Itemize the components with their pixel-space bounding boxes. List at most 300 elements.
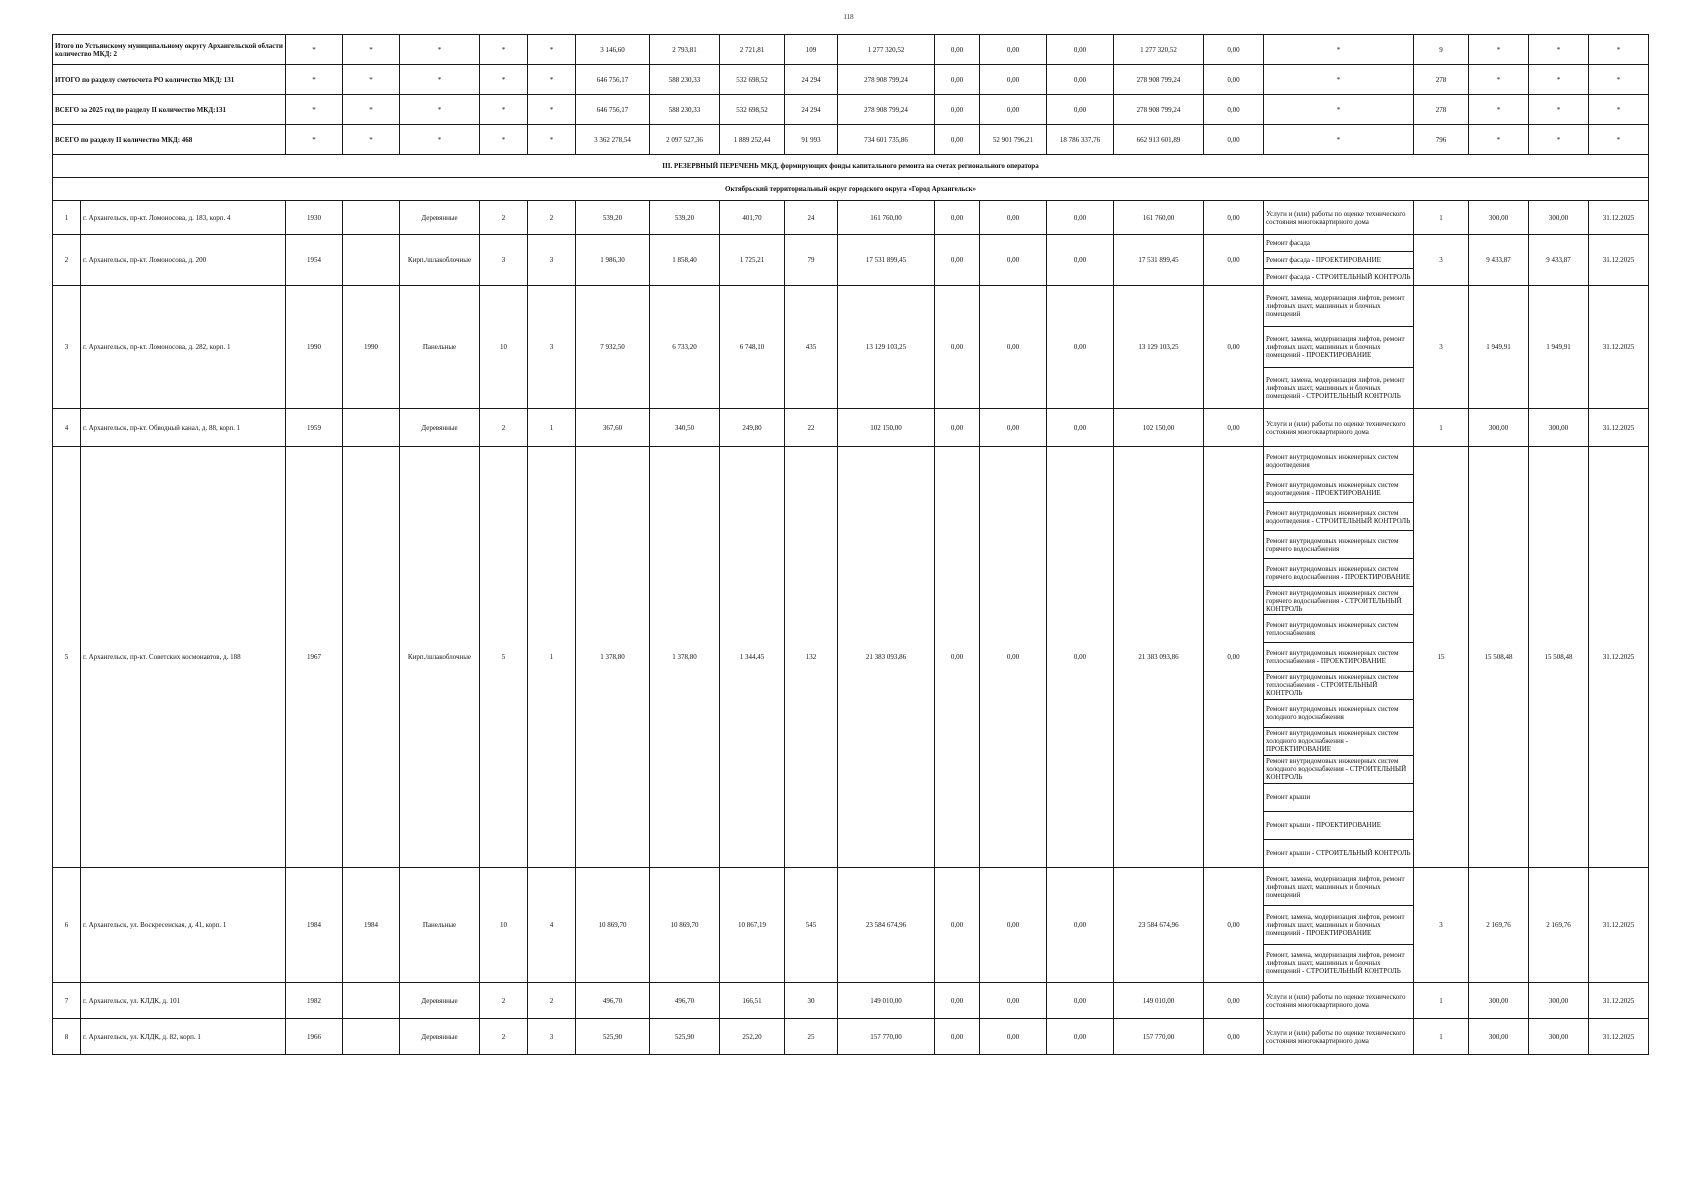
year-built-cell: 1990 [286,286,343,409]
summary-cell: * [480,35,528,65]
summary-cell: * [528,65,576,95]
section-title: III. РЕЗЕРВНЫЙ ПЕРЕЧЕНЬ МКД, формирующих фонды капитального ремонта на счетах регионального оператора [53,155,1649,178]
summary-cell: * [1469,95,1529,125]
summary-cell: * [343,65,400,95]
summary-cell: * [286,125,343,155]
summary-cell: 18 786 337,76 [1047,125,1114,155]
work-item: Ремонт, замена, модернизация лифтов, ремонт лифтовых шахт, машинных и блочных помещений - СТРОИТЕЛЬНЫЙ КОНТРОЛЬ [1266,376,1405,400]
units-cell: 1 [1414,1019,1469,1055]
summary-cell: 0,00 [935,95,980,125]
summary-row [53,65,1649,95]
owners-fund-cell: 17 531 899,45 [1114,235,1204,286]
work-item: Ремонт фасада - СТРОИТЕЛЬНЫЙ КОНТРОЛЬ [1266,273,1411,281]
table-row [53,1019,1649,1055]
year-built-cell: 1966 [286,1019,343,1055]
year-renovation-cell: 1990 [343,286,400,409]
summary-cell: 0,00 [1047,65,1114,95]
summary-cell: 588 230,33 [650,65,720,95]
unit-cost-cell: 300,00 [1469,1019,1529,1055]
floors-cell: 2 [480,409,528,447]
row-number: 3 [53,286,81,409]
district-title: Октябрьский территориальный округ городского округа «Город Архангельск» [53,178,1649,201]
total-cost-cell: 21 383 093,86 [838,447,935,868]
work-item: Ремонт, замена, модернизация лифтов, ремонт лифтовых шахт, машинных и блочных помещений - ПРОЕКТИРОВАНИЕ [1264,906,1413,944]
work-item: Ремонт внутридомовых инженерных систем холодного водоснабжения [1264,700,1413,728]
works-cell [1264,868,1414,983]
row-number: 8 [53,1019,81,1055]
works-list [1264,983,1413,1018]
work-item: Услуги и (или) работы по оценке технического состояния многоквартирного дома [1266,209,1406,226]
summary-cell: 278 908 799,24 [838,65,935,95]
work-item: Ремонт внутридомовых инженерных систем водоотведения - ПРОЕКТИРОВАНИЕ [1264,475,1413,503]
deadline-cell: 31.12.2025 [1589,409,1649,447]
works-list [1264,1019,1413,1054]
residential-area-cell: 496,70 [650,983,720,1019]
works-list [1264,447,1413,867]
residential-area-cell: 340,50 [650,409,720,447]
address-cell: г. Архангельск, пр-кт. Обводный канал, д. 88, корп. 1 [81,409,286,447]
work-item: Услуги и (или) работы по оценке технического состояния многоквартирного дома [1266,1028,1406,1045]
works-cell [1264,983,1414,1019]
works-cell [1264,201,1414,235]
summary-cell: 3 146,60 [576,35,650,65]
summary-cell: 2 793,81 [650,35,720,65]
works-cell [1264,409,1414,447]
max-cost-cell: 300,00 [1529,1019,1589,1055]
summary-cell: * [1469,35,1529,65]
table-row [53,235,1649,286]
entrances-cell: 3 [528,235,576,286]
summary-cell: 9 [1414,35,1469,65]
summary-cell: * [480,95,528,125]
summary-cell: 532 698,52 [720,65,785,95]
wall-material-cell: Кирп./шлакоблочные [400,447,480,868]
works-list [1264,235,1413,285]
municipal-fund-cell: 0,00 [1047,983,1114,1019]
total-area-cell: 539,20 [576,201,650,235]
total-cost-cell: 157 770,00 [838,1019,935,1055]
entrances-cell: 1 [528,409,576,447]
works-cell [1264,235,1414,286]
summary-cell: * [1529,125,1589,155]
summary-cell: 3 362 278,54 [576,125,650,155]
summary-cell: * [1529,95,1589,125]
summary-cell: 0,00 [1204,95,1264,125]
deadline-cell: 31.12.2025 [1589,983,1649,1019]
regional-fund-cell: 0,00 [980,201,1047,235]
summary-cell: * [400,95,480,125]
year-renovation-cell [343,983,400,1019]
summary-cell: 278 [1414,95,1469,125]
summary-cell: * [1469,125,1529,155]
year-built-cell: 1930 [286,201,343,235]
deadline-cell: 31.12.2025 [1589,447,1649,868]
deadline-cell: 31.12.2025 [1589,235,1649,286]
regional-fund-cell: 0,00 [980,286,1047,409]
summary-cell: 532 698,52 [720,95,785,125]
floors-cell: 2 [480,201,528,235]
works-list [1264,409,1413,446]
unit-cost-cell: 15 508,48 [1469,447,1529,868]
summary-label: ВСЕГО по разделу II количество МКД: 468 [53,125,286,155]
wall-material-cell: Деревянные [400,409,480,447]
summary-cell: * [1589,125,1649,155]
row-number: 2 [53,235,81,286]
work-item: Ремонт внутридомовых инженерных систем теплоснабжения - СТРОИТЕЛЬНЫЙ КОНТРОЛЬ [1264,672,1413,700]
deadline-cell: 31.12.2025 [1589,201,1649,235]
summary-cell: * [1264,65,1414,95]
works-list [1264,201,1413,234]
floors-cell: 2 [480,1019,528,1055]
residential-area-cell: 1 858,40 [650,235,720,286]
unit-cost-cell: 300,00 [1469,201,1529,235]
residential-area-cell: 6 733,20 [650,286,720,409]
address-cell: г. Архангельск, пр-кт. Ломоносова, д. 200 [81,235,286,286]
table-row [53,868,1649,983]
address-cell: г. Архангельск, пр-кт. Ломоносова, д. 183, корп. 4 [81,201,286,235]
table-row [53,983,1649,1019]
total-area-cell: 367,60 [576,409,650,447]
works-cell [1264,286,1414,409]
address-cell: г. Архангельск, ул. КЛДК, д. 101 [81,983,286,1019]
units-cell: 1 [1414,983,1469,1019]
owners-fund-cell: 23 584 674,96 [1114,868,1204,983]
other-fund-cell: 0,00 [1204,983,1264,1019]
summary-cell: * [400,125,480,155]
summary-cell: * [1589,65,1649,95]
total-area-cell: 1 378,80 [576,447,650,868]
work-item: Ремонт внутридомовых инженерных систем холодного водоснабжения - ПРОЕКТИРОВАНИЕ [1264,728,1413,756]
work-item: Ремонт внутридомовых инженерных систем горячего водоснабжения - ПРОЕКТИРОВАНИЕ [1264,559,1413,587]
address-cell: г. Архангельск, пр-кт. Советских космонавтов, д. 188 [81,447,286,868]
wall-material-cell: Деревянные [400,201,480,235]
unit-cost-cell: 300,00 [1469,983,1529,1019]
entrances-cell: 3 [528,1019,576,1055]
residents-cell: 24 [785,201,838,235]
table-row [53,409,1649,447]
residents-cell: 435 [785,286,838,409]
residents-cell: 22 [785,409,838,447]
year-renovation-cell [343,447,400,868]
municipal-fund-cell: 0,00 [1047,235,1114,286]
regional-fund-cell: 0,00 [980,1019,1047,1055]
summary-cell: * [1264,125,1414,155]
year-renovation-cell [343,1019,400,1055]
works-list [1264,286,1413,408]
municipal-fund-cell: 0,00 [1047,286,1114,409]
summary-label: ВСЕГО за 2025 год по разделу II количество МКД:131 [53,95,286,125]
section-header-row [53,155,1649,178]
total-area-cell: 7 932,50 [576,286,650,409]
deadline-cell: 31.12.2025 [1589,1019,1649,1055]
summary-cell: 646 756,17 [576,95,650,125]
deadline-cell: 31.12.2025 [1589,868,1649,983]
summary-cell: 662 913 601,89 [1114,125,1204,155]
work-item: Ремонт внутридомовых инженерных систем холодного водоснабжения - СТРОИТЕЛЬНЫЙ КОНТРОЛЬ [1264,756,1413,784]
total-area-cell: 496,70 [576,983,650,1019]
row-number: 5 [53,447,81,868]
summary-cell: 0,00 [980,65,1047,95]
municipal-fund-cell: 0,00 [1047,201,1114,235]
wall-material-cell: Деревянные [400,983,480,1019]
table-row [53,286,1649,409]
summary-cell: 0,00 [1047,35,1114,65]
summary-cell: 734 601 735,86 [838,125,935,155]
summary-cell: * [400,65,480,95]
summary-cell: * [1589,95,1649,125]
work-item: Ремонт внутридомовых инженерных систем водоотведения - СТРОИТЕЛЬНЫЙ КОНТРОЛЬ [1264,503,1413,531]
summary-cell: 1 277 320,52 [1114,35,1204,65]
regional-fund-cell: 0,00 [980,447,1047,868]
summary-cell: 278 [1414,65,1469,95]
floors-cell: 10 [480,286,528,409]
year-renovation-cell [343,409,400,447]
municipal-fund-cell: 0,00 [1047,409,1114,447]
owners-fund-cell: 157 770,00 [1114,1019,1204,1055]
summary-cell: * [480,125,528,155]
summary-cell: 588 230,33 [650,95,720,125]
federal-fund-cell: 0,00 [935,409,980,447]
summary-cell: 278 908 799,24 [838,95,935,125]
unit-cost-cell: 300,00 [1469,409,1529,447]
work-item: Ремонт, замена, модернизация лифтов, ремонт лифтовых шахт, машинных и блочных помещений - СТРОИТЕЛЬНЫЙ КОНТРОЛЬ [1266,951,1405,976]
floors-cell: 3 [480,235,528,286]
summary-cell: 24 294 [785,95,838,125]
other-fund-cell: 0,00 [1204,286,1264,409]
wall-material-cell: Панельные [400,868,480,983]
year-renovation-cell [343,201,400,235]
other-fund-cell: 0,00 [1204,1019,1264,1055]
owners-fund-cell: 21 383 093,86 [1114,447,1204,868]
owned-area-cell: 1 725,21 [720,235,785,286]
works-cell [1264,1019,1414,1055]
residents-cell: 30 [785,983,838,1019]
work-item: Ремонт, замена, модернизация лифтов, ремонт лифтовых шахт, машинных и блочных помещений - ПРОЕКТИРОВАНИЕ [1264,327,1413,368]
max-cost-cell: 300,00 [1529,983,1589,1019]
summary-cell: 109 [785,35,838,65]
max-cost-cell: 300,00 [1529,409,1589,447]
summary-cell: * [1589,35,1649,65]
total-area-cell: 1 986,30 [576,235,650,286]
work-item: Ремонт внутридомовых инженерных систем горячего водоснабжения [1264,531,1413,559]
table-row [53,201,1649,235]
summary-cell: 0,00 [1047,95,1114,125]
table-row [53,447,1649,868]
row-number: 1 [53,201,81,235]
summary-cell: * [286,95,343,125]
federal-fund-cell: 0,00 [935,1019,980,1055]
work-item: Ремонт, замена, модернизация лифтов, ремонт лифтовых шахт, машинных и блочных помещений [1264,286,1413,327]
unit-cost-cell: 1 949,91 [1469,286,1529,409]
owners-fund-cell: 102 150,00 [1114,409,1204,447]
units-cell: 15 [1414,447,1469,868]
summary-cell: 278 908 799,24 [1114,95,1204,125]
max-cost-cell: 300,00 [1529,201,1589,235]
summary-cell: * [1529,65,1589,95]
max-cost-cell: 9 433,87 [1529,235,1589,286]
federal-fund-cell: 0,00 [935,983,980,1019]
other-fund-cell: 0,00 [1204,201,1264,235]
other-fund-cell: 0,00 [1204,409,1264,447]
other-fund-cell: 0,00 [1204,868,1264,983]
floors-cell: 5 [480,447,528,868]
municipal-fund-cell: 0,00 [1047,447,1114,868]
residential-area-cell: 539,20 [650,201,720,235]
units-cell: 1 [1414,409,1469,447]
summary-cell: 1 889 252,44 [720,125,785,155]
max-cost-cell: 1 949,91 [1529,286,1589,409]
owned-area-cell: 10 867,19 [720,868,785,983]
units-cell: 3 [1414,235,1469,286]
summary-cell: 52 901 796,21 [980,125,1047,155]
entrances-cell: 2 [528,983,576,1019]
entrances-cell: 3 [528,286,576,409]
summary-cell: * [1264,35,1414,65]
residents-cell: 79 [785,235,838,286]
work-item: Ремонт крыши - СТРОИТЕЛЬНЫЙ КОНТРОЛЬ [1266,849,1411,858]
work-item: Ремонт внутридомовых инженерных систем горячего водоснабжения - СТРОИТЕЛЬНЫЙ КОНТРОЛЬ [1264,587,1413,615]
summary-cell: * [528,95,576,125]
year-built-cell: 1954 [286,235,343,286]
entrances-cell: 1 [528,447,576,868]
total-area-cell: 10 869,70 [576,868,650,983]
summary-cell: 796 [1414,125,1469,155]
federal-fund-cell: 0,00 [935,868,980,983]
other-fund-cell: 0,00 [1204,447,1264,868]
total-cost-cell: 13 129 103,25 [838,286,935,409]
district-header-row [53,178,1649,201]
deadline-cell: 31.12.2025 [1589,286,1649,409]
residential-area-cell: 10 869,70 [650,868,720,983]
wall-material-cell: Панельные [400,286,480,409]
summary-cell: * [286,35,343,65]
regional-fund-cell: 0,00 [980,868,1047,983]
summary-cell: * [286,65,343,95]
summary-label: ИТОГО по разделу сметосчета РО количество МКД: 131 [53,65,286,95]
owned-area-cell: 6 748,10 [720,286,785,409]
year-built-cell: 1982 [286,983,343,1019]
year-built-cell: 1967 [286,447,343,868]
municipal-fund-cell: 0,00 [1047,868,1114,983]
page-number: 118 [843,13,854,21]
other-fund-cell: 0,00 [1204,235,1264,286]
capital-repair-table [52,34,1649,1055]
wall-material-cell: Кирп./шлакоблочные [400,235,480,286]
summary-cell: 2 721,81 [720,35,785,65]
owned-area-cell: 401,70 [720,201,785,235]
total-cost-cell: 161 760,00 [838,201,935,235]
summary-cell: 0,00 [1204,35,1264,65]
summary-cell: 646 756,17 [576,65,650,95]
work-item: Ремонт внутридомовых инженерных систем теплоснабжения - ПРОЕКТИРОВАНИЕ [1264,643,1413,671]
row-number: 7 [53,983,81,1019]
summary-cell: 1 277 320,52 [838,35,935,65]
federal-fund-cell: 0,00 [935,235,980,286]
wall-material-cell: Деревянные [400,1019,480,1055]
owned-area-cell: 166,51 [720,983,785,1019]
floors-cell: 10 [480,868,528,983]
units-cell: 3 [1414,286,1469,409]
work-item: Ремонт внутридомовых инженерных систем теплоснабжения [1264,615,1413,643]
work-item: Ремонт, замена, модернизация лифтов, ремонт лифтовых шахт, машинных и блочных помещений [1264,868,1413,906]
residential-area-cell: 525,90 [650,1019,720,1055]
year-renovation-cell [343,235,400,286]
summary-cell: 91 993 [785,125,838,155]
summary-cell: 2 097 527,36 [650,125,720,155]
max-cost-cell: 2 169,76 [1529,868,1589,983]
summary-row [53,95,1649,125]
work-item: Ремонт крыши [1264,784,1413,812]
address-cell: г. Архангельск, ул. КЛДК, д. 82, корп. 1 [81,1019,286,1055]
federal-fund-cell: 0,00 [935,447,980,868]
summary-cell: * [480,65,528,95]
summary-cell: 0,00 [1204,125,1264,155]
owned-area-cell: 1 344,45 [720,447,785,868]
work-item: Ремонт крыши - ПРОЕКТИРОВАНИЕ [1264,812,1413,840]
summary-cell: * [343,125,400,155]
units-cell: 1 [1414,201,1469,235]
regional-fund-cell: 0,00 [980,235,1047,286]
total-area-cell: 525,90 [576,1019,650,1055]
summary-row [53,35,1649,65]
total-cost-cell: 102 150,00 [838,409,935,447]
summary-cell: 0,00 [1204,65,1264,95]
work-item: Услуги и (или) работы по оценке технического состояния многоквартирного дома [1266,992,1406,1009]
entrances-cell: 2 [528,201,576,235]
summary-cell: 24 294 [785,65,838,95]
federal-fund-cell: 0,00 [935,286,980,409]
works-list [1264,868,1413,982]
owned-area-cell: 249,80 [720,409,785,447]
residents-cell: 545 [785,868,838,983]
regional-fund-cell: 0,00 [980,409,1047,447]
year-built-cell: 1984 [286,868,343,983]
regional-fund-cell: 0,00 [980,983,1047,1019]
summary-cell: * [528,35,576,65]
residents-cell: 25 [785,1019,838,1055]
summary-cell: * [343,95,400,125]
year-renovation-cell: 1984 [343,868,400,983]
total-cost-cell: 149 010,00 [838,983,935,1019]
row-number: 6 [53,868,81,983]
address-cell: г. Архангельск, пр-кт. Ломоносова, д. 282, корп. 1 [81,286,286,409]
summary-cell: 0,00 [980,95,1047,125]
summary-cell: * [400,35,480,65]
units-cell: 3 [1414,868,1469,983]
summary-cell: * [343,35,400,65]
summary-cell: * [1529,35,1589,65]
summary-cell: * [1264,95,1414,125]
owners-fund-cell: 161 760,00 [1114,201,1204,235]
summary-label: Итого по Устьянскому муниципальному округу Архангельской области количество МКД: 2 [53,35,286,65]
work-item: Ремонт фасада [1264,235,1413,252]
residential-area-cell: 1 378,80 [650,447,720,868]
work-item: Ремонт фасада - ПРОЕКТИРОВАНИЕ [1264,252,1413,269]
works-cell [1264,447,1414,868]
owned-area-cell: 252,20 [720,1019,785,1055]
floors-cell: 2 [480,983,528,1019]
work-item: Ремонт внутридомовых инженерных систем водоотведения [1264,447,1413,475]
owners-fund-cell: 149 010,00 [1114,983,1204,1019]
summary-cell: 278 908 799,24 [1114,65,1204,95]
entrances-cell: 4 [528,868,576,983]
total-cost-cell: 23 584 674,96 [838,868,935,983]
municipal-fund-cell: 0,00 [1047,1019,1114,1055]
year-built-cell: 1959 [286,409,343,447]
summary-cell: 0,00 [980,35,1047,65]
summary-cell: 0,00 [935,35,980,65]
max-cost-cell: 15 508,48 [1529,447,1589,868]
